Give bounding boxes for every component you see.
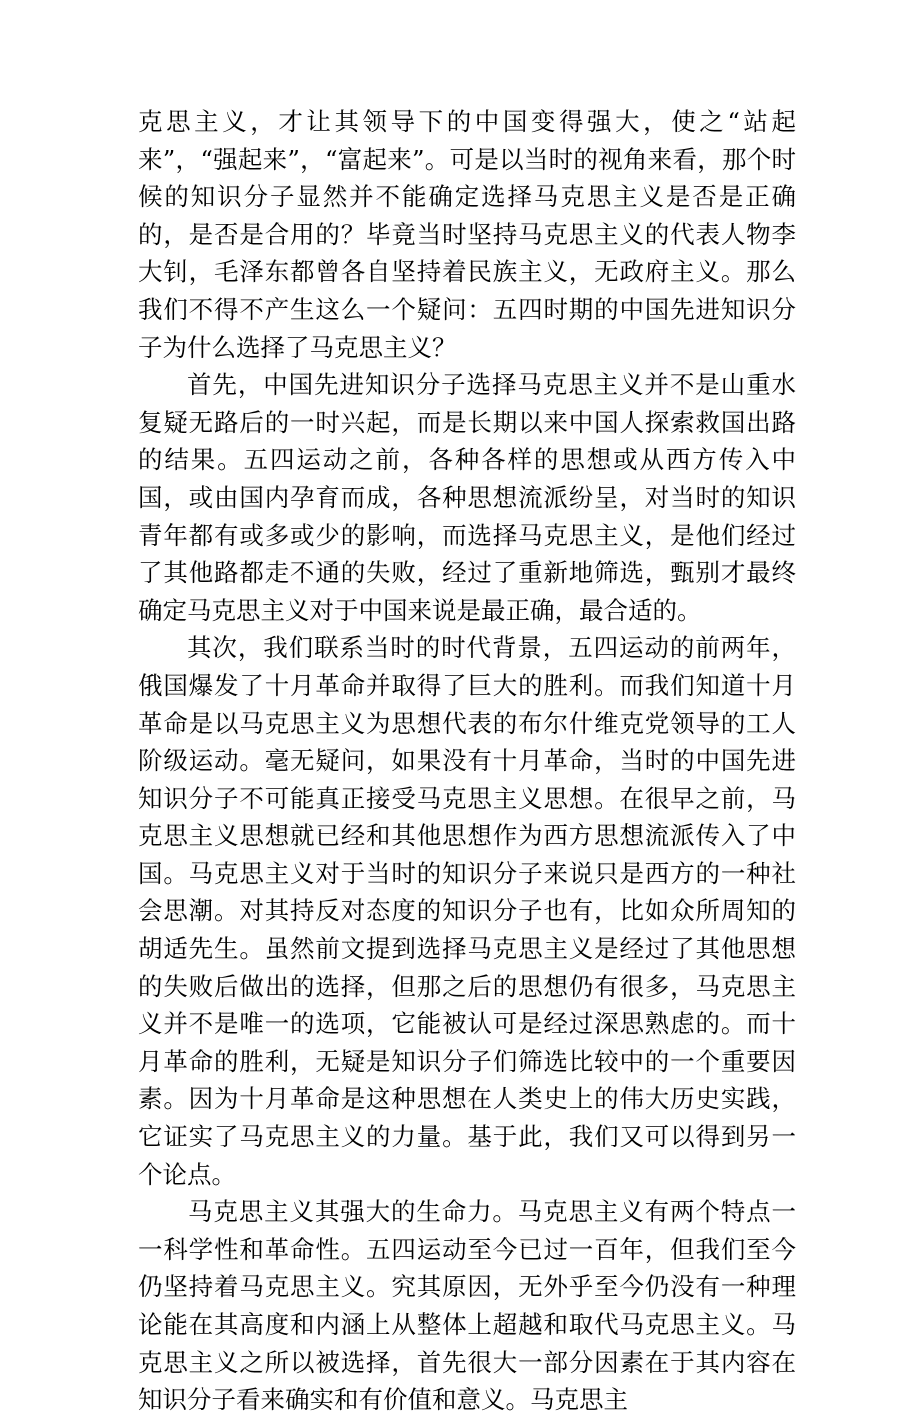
paragraph-3: 其次，我们联系当时的时代背景，五四运动的前两年，俄国爆发了十月革命并取得了巨大的胜利。而我们知道十月革命是以马克思主义为思想代表的布尔什维克党领导的工人阶级运动。毫无疑问，如果没有十月革命，当时的中国先进知识分子不可能真正接受马克思主义思想。在很早之前，马克思主义思想就已经和其他思想作为西方思想流派传入了中国。马克思主义对于当时的知识分子来说只是西方的一种社会思潮。对其持反对态度的知识分子也有，比如众所周知的胡适先生。虽然前文提到选择马克思主义是经过了其他思想的失败后做出的选择，但那之后的思想仍有很多，马克思主义并不是唯一的选项，它能被认可是经过深思熟虑的。而十月革命的胜利，无疑是知识分子们筛选比较中的一个重要因素。因为十月革命是这种思想在人类史上的伟大历史实践，它证实了马克思主义的力量。基于此，我们又可以得到另一个论点。	[138, 633, 796, 1189]
document-body	[138, 103, 796, 1419]
paragraph-4: 马克思主义其强大的生命力。马克思主义有两个特点一一科学性和革命性。五四运动至今已过一百年，但我们至今仍坚持着马克思主义。究其原因，无外乎至今仍没有一种理论能在其高度和内涵上从整体上超越和取代马克思主义。马克思主义之所以被选择，首先很大一部分因素在于其内容在知识分子看来确实和有价值和意义。马克思主	[138, 1197, 796, 1415]
paragraph-1: 克思主义，才让其领导下的中国变得强大，使之“站起来”，“强起来”，“富起来”。可是以当时的视角来看，那个时候的知识分子显然并不能确定选择马克思主义是否是正确的，是否是合用的？毕竟当时坚持马克思主义的代表人物李大钊，毛泽东都曾各自坚持着民族主义，无政府主义。那么我们不得不产生这么一个疑问：五四时期的中国先进知识分子为什么选择了马克思主义？	[138, 107, 796, 362]
paragraph-2: 首先，中国先进知识分子选择马克思主义并不是山重水复疑无路后的一时兴起，而是长期以来中国人探索救国出路的结果。五四运动之前，各种各样的思想或从西方传入中国，或由国内孕育而成，各种思想流派纷呈，对当时的知识青年都有或多或少的影响，而选择马克思主义，是他们经过了其他路都走不通的失败，经过了重新地筛选，甄别才最终确定马克思主义对于中国来说是最正确，最合适的。	[138, 370, 796, 625]
